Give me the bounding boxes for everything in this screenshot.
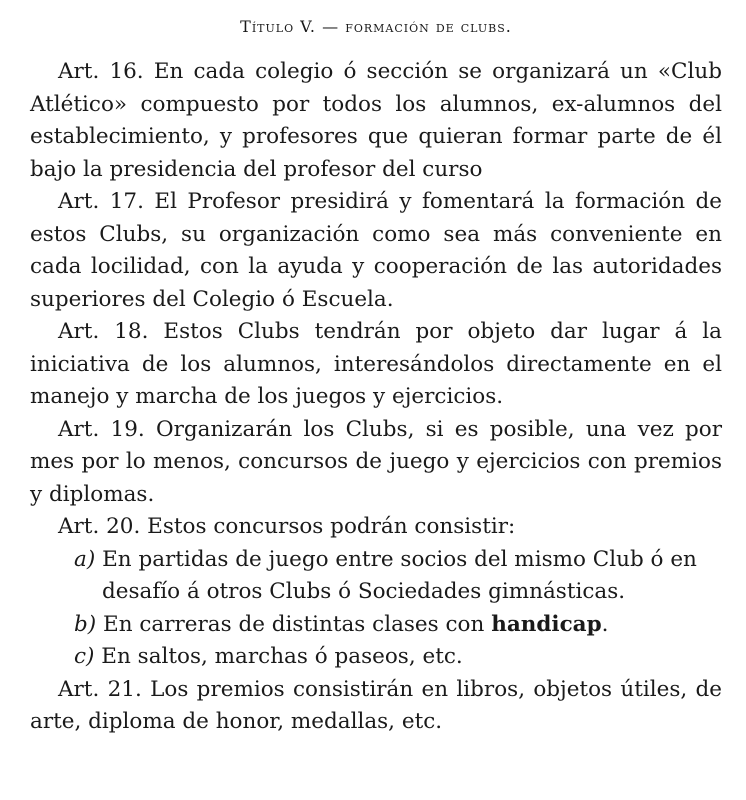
article-20-label: Art. 20. (58, 514, 141, 539)
article-19 (30, 414, 722, 512)
article-18-text: Estos Clubs tendrán por objeto dar lugar á la iniciativa de los alumnos, interesándolos directamente en el manejo y marcha de los juegos y ejercicios. (30, 319, 722, 409)
item-c-label: c) (74, 644, 95, 669)
section-title: Título V. — formación de clubs. (240, 17, 512, 36)
article-16-text: En cada colegio ó sección se organizará un «Club Atlético» compuesto por todos los alumnos, ex-alumnos del establecimiento, y profesores que quieran formar parte de él bajo la presidencia del profesor del curso (30, 59, 722, 182)
item-b-label: b) (74, 611, 97, 637)
item-a-text: En partidas de juego entre socios del mismo Club ó en desafío á otros Clubs ó Sociedades gimnásticas. (102, 546, 697, 604)
article-20-item-a (30, 544, 722, 609)
article-21-label: Art. 21. (58, 676, 142, 702)
item-b-text (103, 612, 608, 637)
article-16-label: Art. 16. (58, 59, 144, 84)
item-b-text-bold: handicap (491, 611, 602, 637)
article-20-item-c (30, 641, 722, 674)
article-17-label: Art. 17. (58, 189, 144, 214)
item-a-label: a) (74, 546, 96, 572)
article-16 (30, 56, 722, 186)
article-21-text: Los premios consistirán en libros, objetos útiles, de arte, diploma de honor, medallas, etc. (30, 676, 722, 734)
article-17-text: El Profesor presidirá y fomentará la formación de estos Clubs, su organización como sea más conveniente en cada locilidad, con la ayuda y cooperación de las autoridades superiores del Colegio ó Escuela. (30, 189, 722, 312)
article-20-item-b (30, 609, 722, 642)
article-20 (30, 511, 722, 544)
article-19-label: Art. 19. (58, 416, 145, 442)
article-19-text: Organizarán los Clubs, si es posible, una vez por mes por lo menos, concursos de juego y ejercicios con premios y diplomas. (30, 416, 722, 507)
article-18-label: Art. 18. (58, 319, 149, 344)
article-17 (30, 186, 722, 316)
article-18 (30, 316, 722, 414)
item-b-text-after: . (601, 611, 609, 637)
item-b-text-before: En carreras de distintas clases con (103, 611, 492, 637)
article-20-text: Estos concursos podrán consistir: (147, 514, 516, 539)
item-c-text: En saltos, marchas ó paseos, etc. (101, 644, 463, 669)
article-21 (30, 674, 722, 739)
